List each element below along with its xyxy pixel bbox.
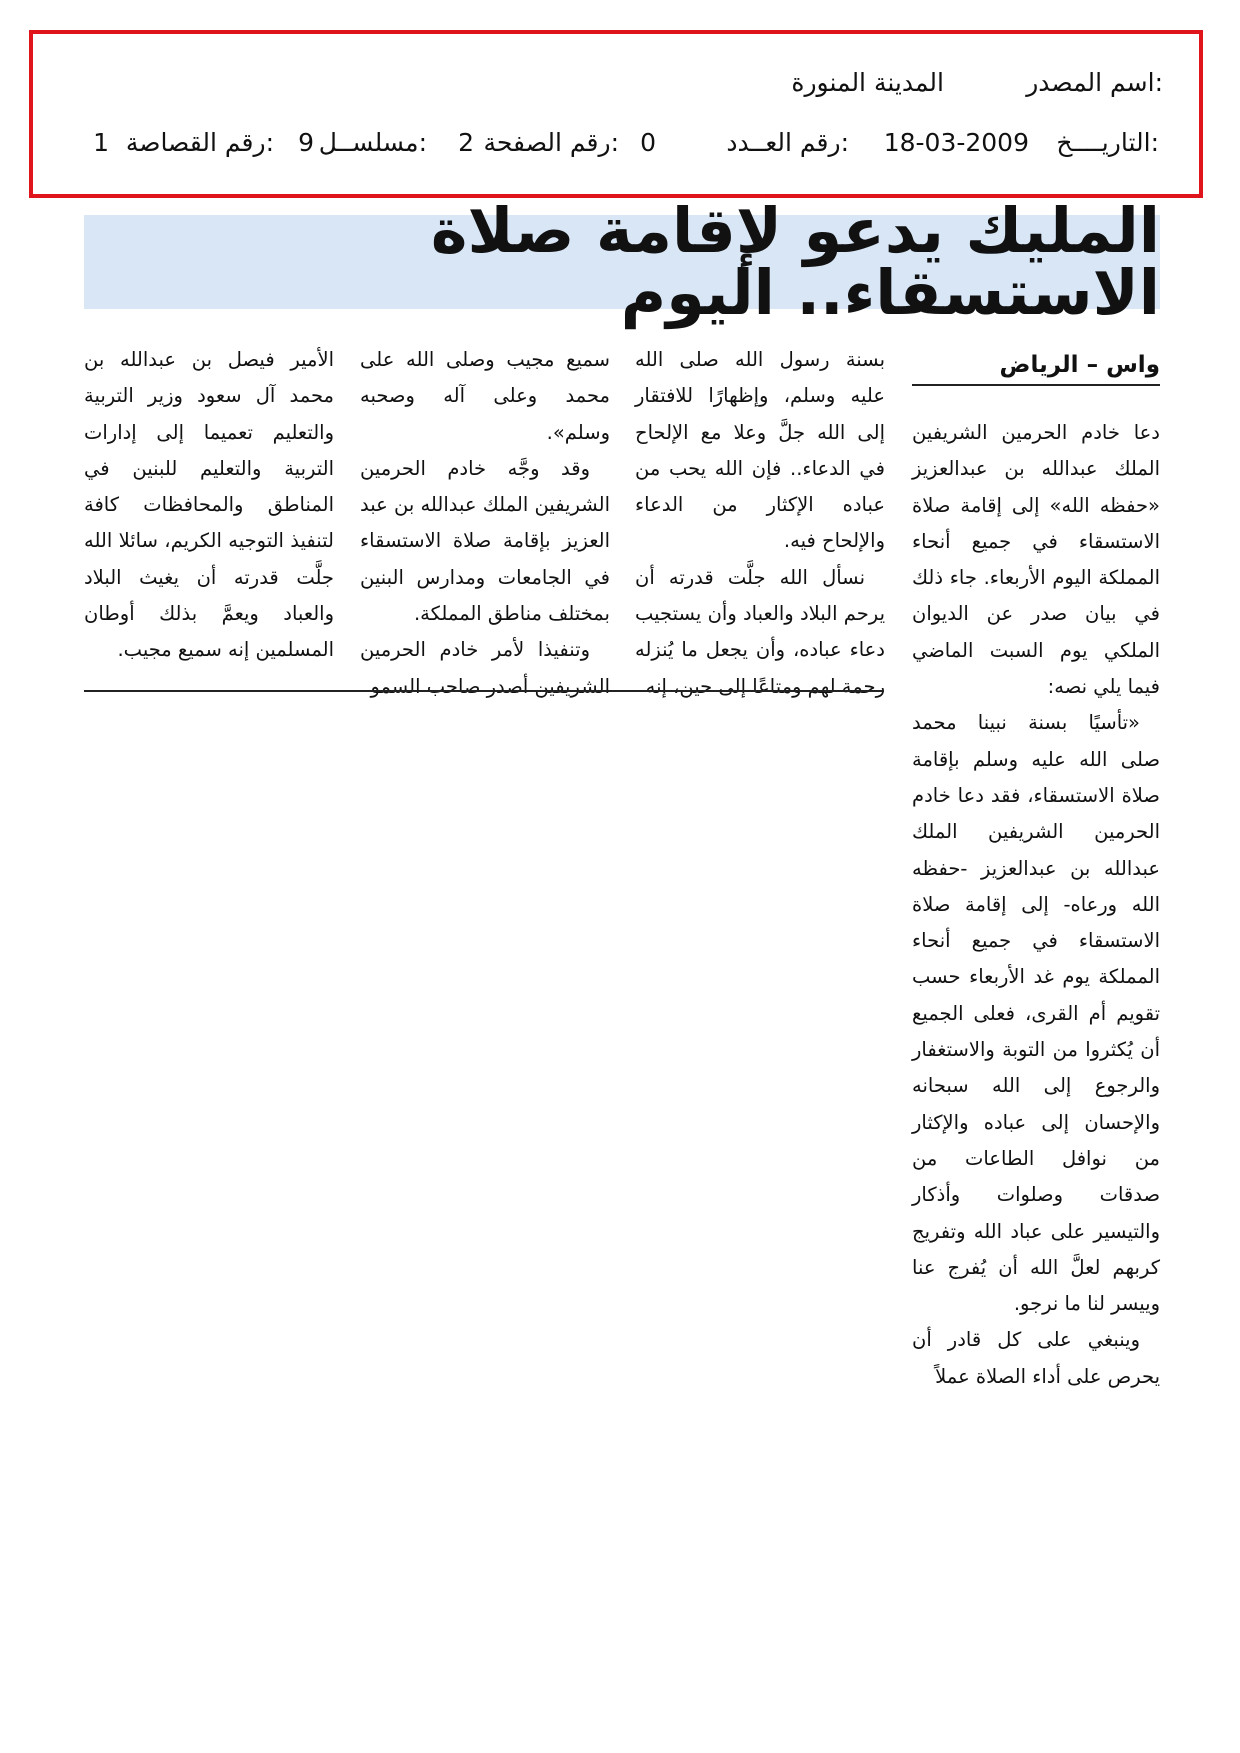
- source-info-box: [29, 30, 1203, 198]
- paragraph: دعا خادم الحرمين الشريفين الملك عبدالله بن عبدالعزيز «حفظه الله» إلى إقامة صلاة الاستسقاء في جميع أنحاء المملكة اليوم الأربعاء. جاء ذلك في بيان صدر عن الديوان الملكي يوم السبت الماضي فيما يلي نصه:: [912, 421, 1160, 699]
- issue-label: رقم العــدد:: [726, 128, 849, 157]
- issue-value: 0: [640, 128, 656, 157]
- serial-value: 9: [298, 128, 314, 157]
- date-value: 18-03-2009: [883, 128, 1029, 157]
- article-column-3: [360, 342, 610, 705]
- paragraph: وقد وجَّه خادم الحرمين الشريفين الملك عبدالله بن عبد العزيز بإقامة صلاة الاستسقاء في الجامعات ومدارس البنين بمختلف مناطق المملكة.: [360, 456, 610, 626]
- paragraph: بسنة رسول الله صلى الله عليه وسلم، وإظهارًا للافتقار إلى الله جلَّ وعلا مع الإلحاح في الدعاء.. فإن الله يحب من عباده الإكثار من الدعاء والإلحاح فيه.: [635, 348, 885, 553]
- clip-label: رقم القصاصة:: [125, 128, 274, 157]
- page-label: رقم الصفحة:: [483, 128, 619, 157]
- source-label: اسم المصدر:: [1026, 68, 1163, 97]
- paragraph: وتنفيذا لأمر خادم الحرمين الشريفين أصدر صاحب السمو: [360, 638, 610, 698]
- article-column-1: [912, 415, 1160, 1395]
- source-value: المدينة المنورة: [791, 68, 944, 97]
- paragraph: سميع مجيب وصلى الله على محمد وعلى آله وصحبه وسلم».: [360, 348, 610, 444]
- clip-value: 1: [93, 128, 109, 157]
- page-value: 2: [458, 128, 474, 157]
- article-column-4: [84, 342, 334, 669]
- paragraph: «تأسيًا بسنة نبينا محمد صلى الله عليه وسلم بإقامة صلاة الاستسقاء، فقد دعا خادم الحرمين الشريفين الملك عبدالله بن عبدالعزيز -حفظه الله ورعاه- إلى إقامة صلاة الاستسقاء في جميع أنحاء المملكة يوم غد الأربعاء حسب تقويم أم القرى، فعلى الجميع أن يُكثروا من التوبة والاستغفار والرجوع إلى الله سبحانه والإحسان إلى عباده والإكثار من نوافل الطاعات من صدقات وصلوات وأذكار والتيسير على عباد الله وتفريج كربهم لعلَّ الله أن يُفرج عنا وييسر لنا ما نرجو.: [912, 711, 1160, 1316]
- article-column-2: [635, 342, 885, 705]
- headline: المليك يدعو لإقامة صلاة الاستسقاء.. اليوم: [430, 194, 1160, 329]
- byline: واس – الرياض: [912, 352, 1160, 386]
- column-divider-rule: [84, 690, 884, 692]
- paragraph: الأمير فيصل بن عبدالله بن محمد آل سعود وزير التربية والتعليم تعميما إلى إدارات التربية والتعليم للبنين في المناطق والمحافظات كافة لتنفيذ التوجيه الكريم، سائلا الله جلَّت قدرته أن يغيث البلاد والعباد ويعمَّ بذلك أوطان المسلمين إنه سميع مجيب.: [84, 348, 334, 662]
- date-label: التاريــــخ:: [1056, 128, 1159, 157]
- paragraph: نسأل الله جلَّت قدرته أن يرحم البلاد والعباد وأن يستجيب دعاء عباده، وأن يجعل ما يُنزله رحمة لهم ومتاعًا إلى حين، إنه: [635, 565, 885, 698]
- paragraph: وينبغي على كل قادر أن يحرص على أداء الصلاة عملاً: [912, 1328, 1160, 1388]
- headline-banner: [84, 194, 1160, 329]
- serial-label: مسلســل:: [318, 128, 427, 157]
